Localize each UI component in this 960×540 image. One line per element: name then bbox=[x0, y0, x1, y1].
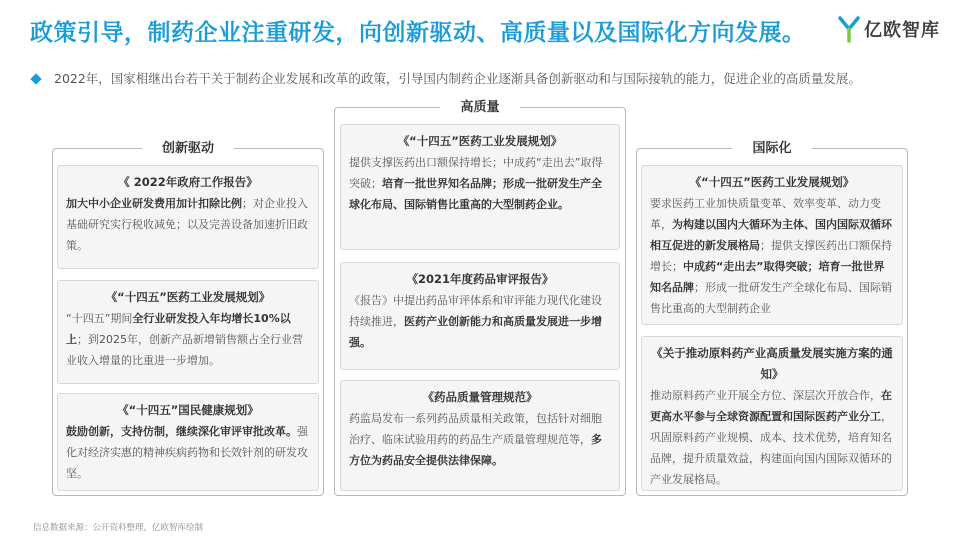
card-body bbox=[66, 308, 310, 371]
column-heading-international: 国际化 bbox=[732, 139, 812, 159]
card-title: 《“十四五”医药工业发展规划》 bbox=[397, 134, 563, 148]
body-text: 要求医药工业加快质量变革、效率变革、动力变革， bbox=[650, 197, 881, 231]
body-text: 药监局发布一系列药品质量相关政策，包括针对细胞治疗、临床试验用药的药品生产质量管理规范等， bbox=[349, 412, 602, 446]
body-text: ；对企业投入基础研究实行税收减免；以及完善设备加速折旧政策。 bbox=[66, 197, 308, 252]
card-body bbox=[650, 193, 894, 319]
body-text: 推动原料药产业开展全方位、深层次开放合作， bbox=[650, 389, 881, 402]
highlight-text: 全行业研发投入年均增长10%以上 bbox=[66, 312, 291, 346]
column-heading-innovation: 创新驱动 bbox=[142, 139, 234, 159]
intro-text: 2022年，国家相继出台若干关于制药企业发展和改革的政策，引导国内制药企业逐渐具备创新驱动和与国际接轨的能力，促进企业的高质量发展。 bbox=[54, 71, 861, 86]
intro-section bbox=[32, 69, 937, 89]
diamond-bullet-icon bbox=[30, 73, 41, 84]
body-text: 提供支撑医药出口额保持增长；中成药“走出去”取得突破； bbox=[349, 156, 603, 190]
policy-card bbox=[340, 380, 620, 491]
highlight-text: 加大中小企业研发费用加计扣除比例 bbox=[66, 197, 242, 210]
policy-card bbox=[641, 336, 903, 491]
card-body bbox=[650, 385, 894, 490]
card-title: 《药品质量管理规范》 bbox=[422, 390, 538, 404]
body-text: “十四五”期间 bbox=[66, 312, 133, 325]
source-note: 信息数据来源：公开资料整理，亿欧智库绘制 bbox=[33, 523, 204, 533]
card-body bbox=[349, 152, 611, 215]
body-text: ；提供支撑医药出口额保持增长； bbox=[650, 239, 892, 273]
highlight-text: 中成药“走出去”取得突破；培育一批世界知名品牌 bbox=[650, 260, 885, 294]
highlight-text: 培育一批世界知名品牌；形成一批研发生产全球化布局、国际销售比重高的大型制药企业。 bbox=[349, 177, 602, 211]
body-text: ；形成一批研发生产全球化布局、国际销售比重高的大型制药企业 bbox=[650, 281, 892, 315]
body-text: 《报告》中提出药品审评体系和审评能力现代化建设持续推进， bbox=[349, 294, 602, 328]
card-title: 《“十四五”医药工业发展规划》 bbox=[105, 290, 271, 304]
highlight-text: 鼓励创新，支持仿制，继续深化审评审批改革。 bbox=[66, 425, 297, 438]
card-title: 《2021年度药品审评报告》 bbox=[406, 272, 554, 286]
card-title: 《关于推动原料药产业高质量发展实施方案的通知》 bbox=[651, 346, 893, 381]
policy-card bbox=[641, 165, 903, 325]
card-body bbox=[66, 421, 310, 484]
card-body bbox=[349, 408, 611, 471]
body-text: ，巩固原料药产业规模、成本、技术优势，培育知名品牌，提升质量效益，构建面向国内国际双循环的产业发展格局。 bbox=[650, 410, 892, 486]
policy-card bbox=[57, 165, 319, 269]
logo-icon bbox=[838, 15, 860, 43]
logo bbox=[838, 14, 948, 44]
body-text: 强化对经济实惠的精神疾病药物和长效针剂的研发攻坚。 bbox=[66, 425, 308, 480]
column-heading-quality: 高质量 bbox=[440, 98, 520, 118]
highlight-text: 在更高水平参与全球资源配置和国际医药产业分工 bbox=[650, 389, 892, 423]
highlight-text: 多方位为药品安全提供法律保障。 bbox=[349, 433, 602, 467]
card-title: 《“十四五”医药工业发展规划》 bbox=[689, 175, 855, 189]
policy-card bbox=[340, 124, 620, 250]
page-title: 政策引导，制药企业注重研发，向创新驱动、高质量以及国际化方向发展。 bbox=[30, 20, 806, 46]
policy-card bbox=[57, 280, 319, 384]
body-text: ；到2025年，创新产品新增销售额占全行业营业收入增量的比重进一步增加。 bbox=[66, 333, 303, 367]
card-title: 《“十四五”国民健康规划》 bbox=[117, 403, 259, 417]
card-body bbox=[66, 193, 310, 256]
policy-card bbox=[340, 262, 620, 370]
card-title: 《 2022年政府工作报告》 bbox=[118, 175, 258, 189]
highlight-text: 为构建以国内大循环为主体、国内国际双循环相互促进的新发展格局 bbox=[650, 218, 892, 252]
logo-text: 亿欧智库 bbox=[864, 20, 940, 41]
card-body bbox=[349, 290, 611, 353]
highlight-text: 医药产业创新能力和高质量发展进一步增强。 bbox=[349, 315, 602, 349]
policy-card bbox=[57, 393, 319, 491]
